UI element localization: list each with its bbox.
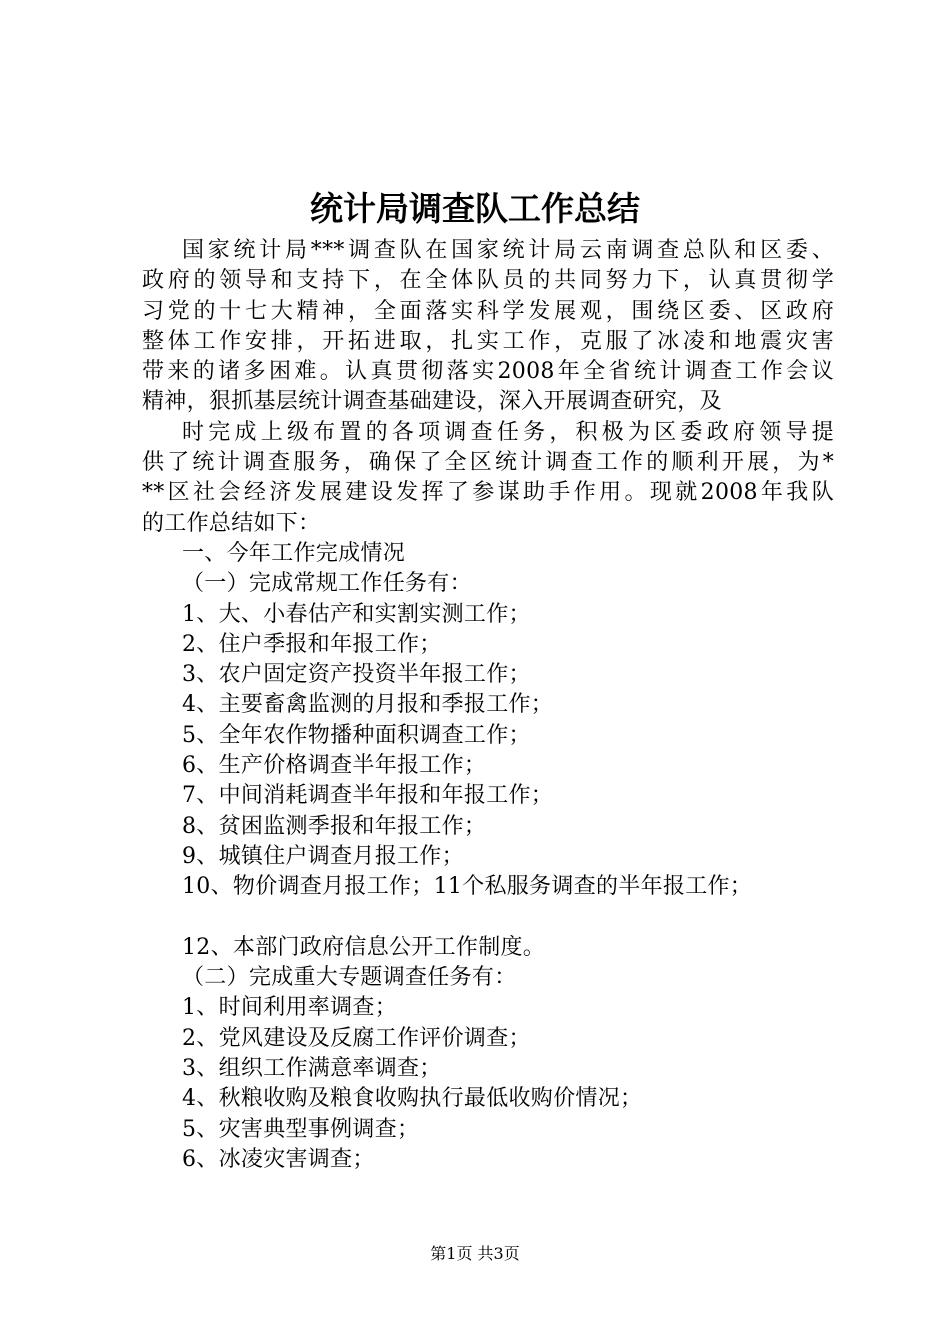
list-item: 3、组织工作满意率调查； <box>182 1056 442 1082</box>
list-item: 9、城镇住户调查月报工作； <box>182 843 464 869</box>
blank-line <box>142 903 834 933</box>
list-item: 12、本部门政府信息公开工作制度。 <box>182 934 546 960</box>
document-title: 统计局调查队工作总结 <box>310 189 640 228</box>
list-item: 1、时间利用率调查； <box>182 995 397 1021</box>
subsection-heading: （一）完成常规工作任务有： <box>182 571 472 597</box>
list-item: 1、大、小春估产和实割实测工作； <box>182 601 531 627</box>
paragraph-line: 的工作总结如下： <box>142 510 321 536</box>
list-item: 4、主要畜禽监测的月报和季报工作； <box>182 692 554 718</box>
list-item: 6、冰凌灾害调查； <box>182 1146 375 1172</box>
paragraph-line: 供了统计调查服务，确保了全区统计调查工作的顺利开展，为* <box>142 450 834 476</box>
list-item: 4、秋粮收购及粮食收购执行最低收购价情况； <box>182 1086 643 1112</box>
page-number: 第1页 共3页 <box>430 1244 520 1263</box>
list-item: 5、全年农作物播种面积调查工作； <box>182 722 531 748</box>
paragraph-line: 精神，狠抓基层统计调查基础建设，深入开展调查研究，及 <box>142 389 722 415</box>
list-item: 7、中间消耗调查半年报和年报工作； <box>182 783 554 809</box>
paragraph-line: 带来的诸多困难。认真贯彻落实2008年全省统计调查工作会议 <box>142 359 834 385</box>
list-item: 2、党风建设及反腐工作评价调查； <box>182 1025 531 1051</box>
section-heading: 一、今年工作完成情况 <box>182 540 406 566</box>
list-item: 8、贫困监测季报和年报工作； <box>182 813 487 839</box>
paragraph-line: 时完成上级布置的各项调查任务，积极为区委政府领导提 <box>182 419 834 445</box>
subsection-heading: （二）完成重大专题调查任务有： <box>182 965 517 991</box>
paragraph-line: 整体工作安排，开拓进取，扎实工作，克服了冰凌和地震灾害 <box>142 328 834 354</box>
list-item: 10、物价调查月报工作；11个私服务调查的半年报工作； <box>182 874 753 900</box>
list-item: 2、住户季报和年报工作； <box>182 631 442 657</box>
document-body <box>142 236 834 1175</box>
list-item: 3、农户固定资产投资半年报工作； <box>182 662 531 688</box>
paragraph-line: 国家统计局***调查队在国家统计局云南调查总队和区委、 <box>182 238 834 263</box>
list-item: 5、灾害典型事例调查； <box>182 1116 420 1142</box>
paragraph-line: 习党的十七大精神，全面落实科学发展观，围绕区委、区政府 <box>142 298 834 324</box>
list-item: 6、生产价格调查半年报工作； <box>182 753 487 779</box>
paragraph-line: 政府的领导和支持下，在全体队员的共同努力下，认真贯彻学 <box>142 268 834 294</box>
paragraph-line: **区社会经济发展建设发挥了参谋助手作用。现就2008年我队 <box>142 480 834 506</box>
